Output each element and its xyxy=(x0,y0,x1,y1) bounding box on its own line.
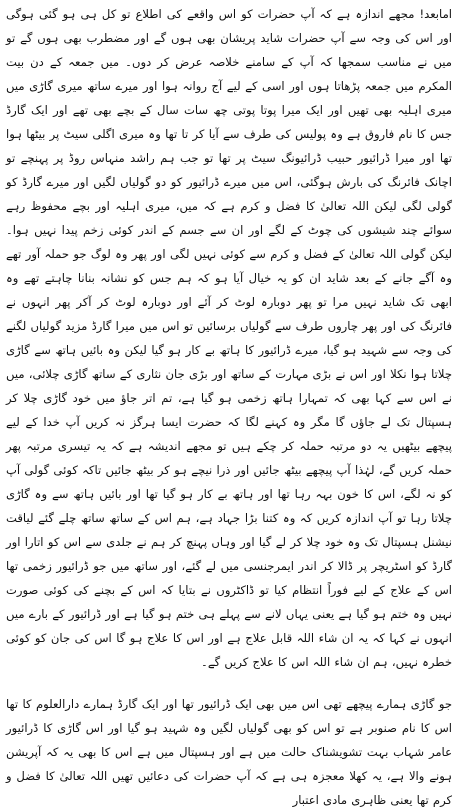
paragraph-2: جو گاڑی ہمارے پیچھے تھی اس میں بھی ایک ڈرائیور تھا اور ایک گارڈ ہمارے دارالعلوم کا تھا اس کا نام صنوبر ہے تو اس کو بھی گولیاں لگیں وہ شہید ہو گیا اور اس گاڑی کا ڈرائیور عامر شہاب بہت تشویشناک حالت میں ہے اور ہسپتال میں ہے اس کا بھی یہ کہ آپریشن ہونے والا ہے، یہ کھلا معجزہ ہی ہے کہ آپ حضرات کی دعائیں تھیں اللہ تعالیٰ کا فضل و کرم تھا یعنی ظاہری مادی اعتبار xyxy=(6,697,452,807)
paragraph-1: امابعد! مجھے اندازہ ہے کہ آپ حضرات کو اس واقعے کی اطلاع تو کل ہی ہو گئی ہوگی اور اس کی وجہ سے آپ حضرات شاید پریشان بھی ہوں گے اور مضطرب بھی ہوں گے تو میں نے مناسب سمجھا کہ آپ کے سامنے خلاصہ عرض کر دوں۔ میں جمعہ کے دن بیت المکرم میں جمعہ پڑھاتا ہوں اور اسی کے لیے آج روانہ ہوا اور میرے ساتھ میری گاڑی میں میری اہلیہ بھی تھیں اور ایک میرا پوتا پوتی چھ سات سال کے بچے بھی تھے اور ایک گارڈ جس کا نام فاروق ہے وہ پولیس کی طرف سے آیا کر تا تھا وہ میری اگلی سیٹ پر بیٹھا ہوا تھا اور میرا ڈرائیور حبیب ڈرائیونگ سیٹ پر تھا تو جب ہم راشد منہاس روڈ پر پہنچے تو اچانک فائرنگ کی بارش ہوگئی، اس میں میرے ڈرائیور کو دو گولیاں لگیں اور میرے گارڈ کو گولی لگی لیکن اللہ تعالیٰ کا فضل و کرم ہے کہ میں، میری اہلیہ اور بچے محفوظ رہے سوائے چند شیشوں کی چوٹ کے لگے اور ان سے جسم کے اندر کوئی زخم پیدا نہیں ہوا۔ لیکن گولی اللہ تعالیٰ کے فضل و کرم سے کوئی نہیں لگی اور پھر وہ لوگ جو حملہ آور تھے وہ آگے جانے کے بعد شاید ان کو یہ خیال آیا ہو کہ ہم جس کو نشانہ بنانا چاہتے تھے وہ ابھی تک شاید نہیں مرا تو پھر دوبارہ لوٹ کر آئے اور دوبارہ لوٹ کر آکر پھر انہوں نے فائرنگ کی اور پھر چاروں طرف سے گولیاں برسائیں تو اس میں میرا گارڈ مزید گولیاں لگنے کی وجہ سے شہید ہو گیا، میرے ڈرائیور کا ہاتھ بے کار ہو گیا لیکن وہ بائیں ہاتھ سے گاڑی چلاتا ہوا نکلا اور اس نے بڑی مہارت کے ساتھ اور بڑی جان نثاری کے ساتھ گاڑی چلائی، میں نے اس سے کہا بھی کہ تمہارا ہاتھ زخمی ہو گیا ہے، تم اتر جاؤ میں خود گاڑی چلا کر ہسپتال تک لے جاؤں گا مگر وہ کہنے لگا کہ حضرت ایسا ہرگز نہ کریں آپ خدا کے لیے پیچھے بیٹھیں یہ دو مرتبہ حملہ کر چکے ہیں تو مجھے اندیشہ ہے کہ یہ تیسری مرتبہ پھر حملہ کریں گے، لہٰذا آپ پیچھے بیٹھ جائیں اور ذرا نیچے ہو کر بیٹھ جائیں تاکہ کوئی گولی آپ کو نہ لگے، اس کا خون بہہ رہا تھا اور ہاتھ بے کار ہو گیا تھا اور بائیں ہاتھ سے وہ گاڑی چلاتا رہا تو آپ اندازہ کریں کہ وہ کتنا بڑا جہاد ہے، ہم اس کے ساتھ ساتھ چلے گئے لیاقت نیشنل ہسپتال تک وہ خود چلا کر لے گیا اور وہاں پہنچ کر ہم نے جلدی سے اس کو اتارا اور گارڈ کو اسٹریچر پر ڈالا کر اندر ایمرجنسی میں لے گئے، اور ساتھ میں جو ڈرائیور زخمی تھا اس کے علاج کے لیے فوراً انتظام کیا تو ڈاکٹروں نے بتایا کہ اس کے بچنے کی کوئی صورت نہیں وہ ختم ہو گیا ہے یعنی یہاں لانے سے پہلے ہی ختم ہو گیا ہے اور ڈرائیور کے بارے میں انہوں نے کہا کہ یہ ان شاء اللہ قابل علاج ہے اور اس کا علاج ہو گا اس کی جان کو کوئی خطرہ نہیں، ہم ان شاء اللہ اس کا علاج کریں گے۔ xyxy=(6,7,452,669)
